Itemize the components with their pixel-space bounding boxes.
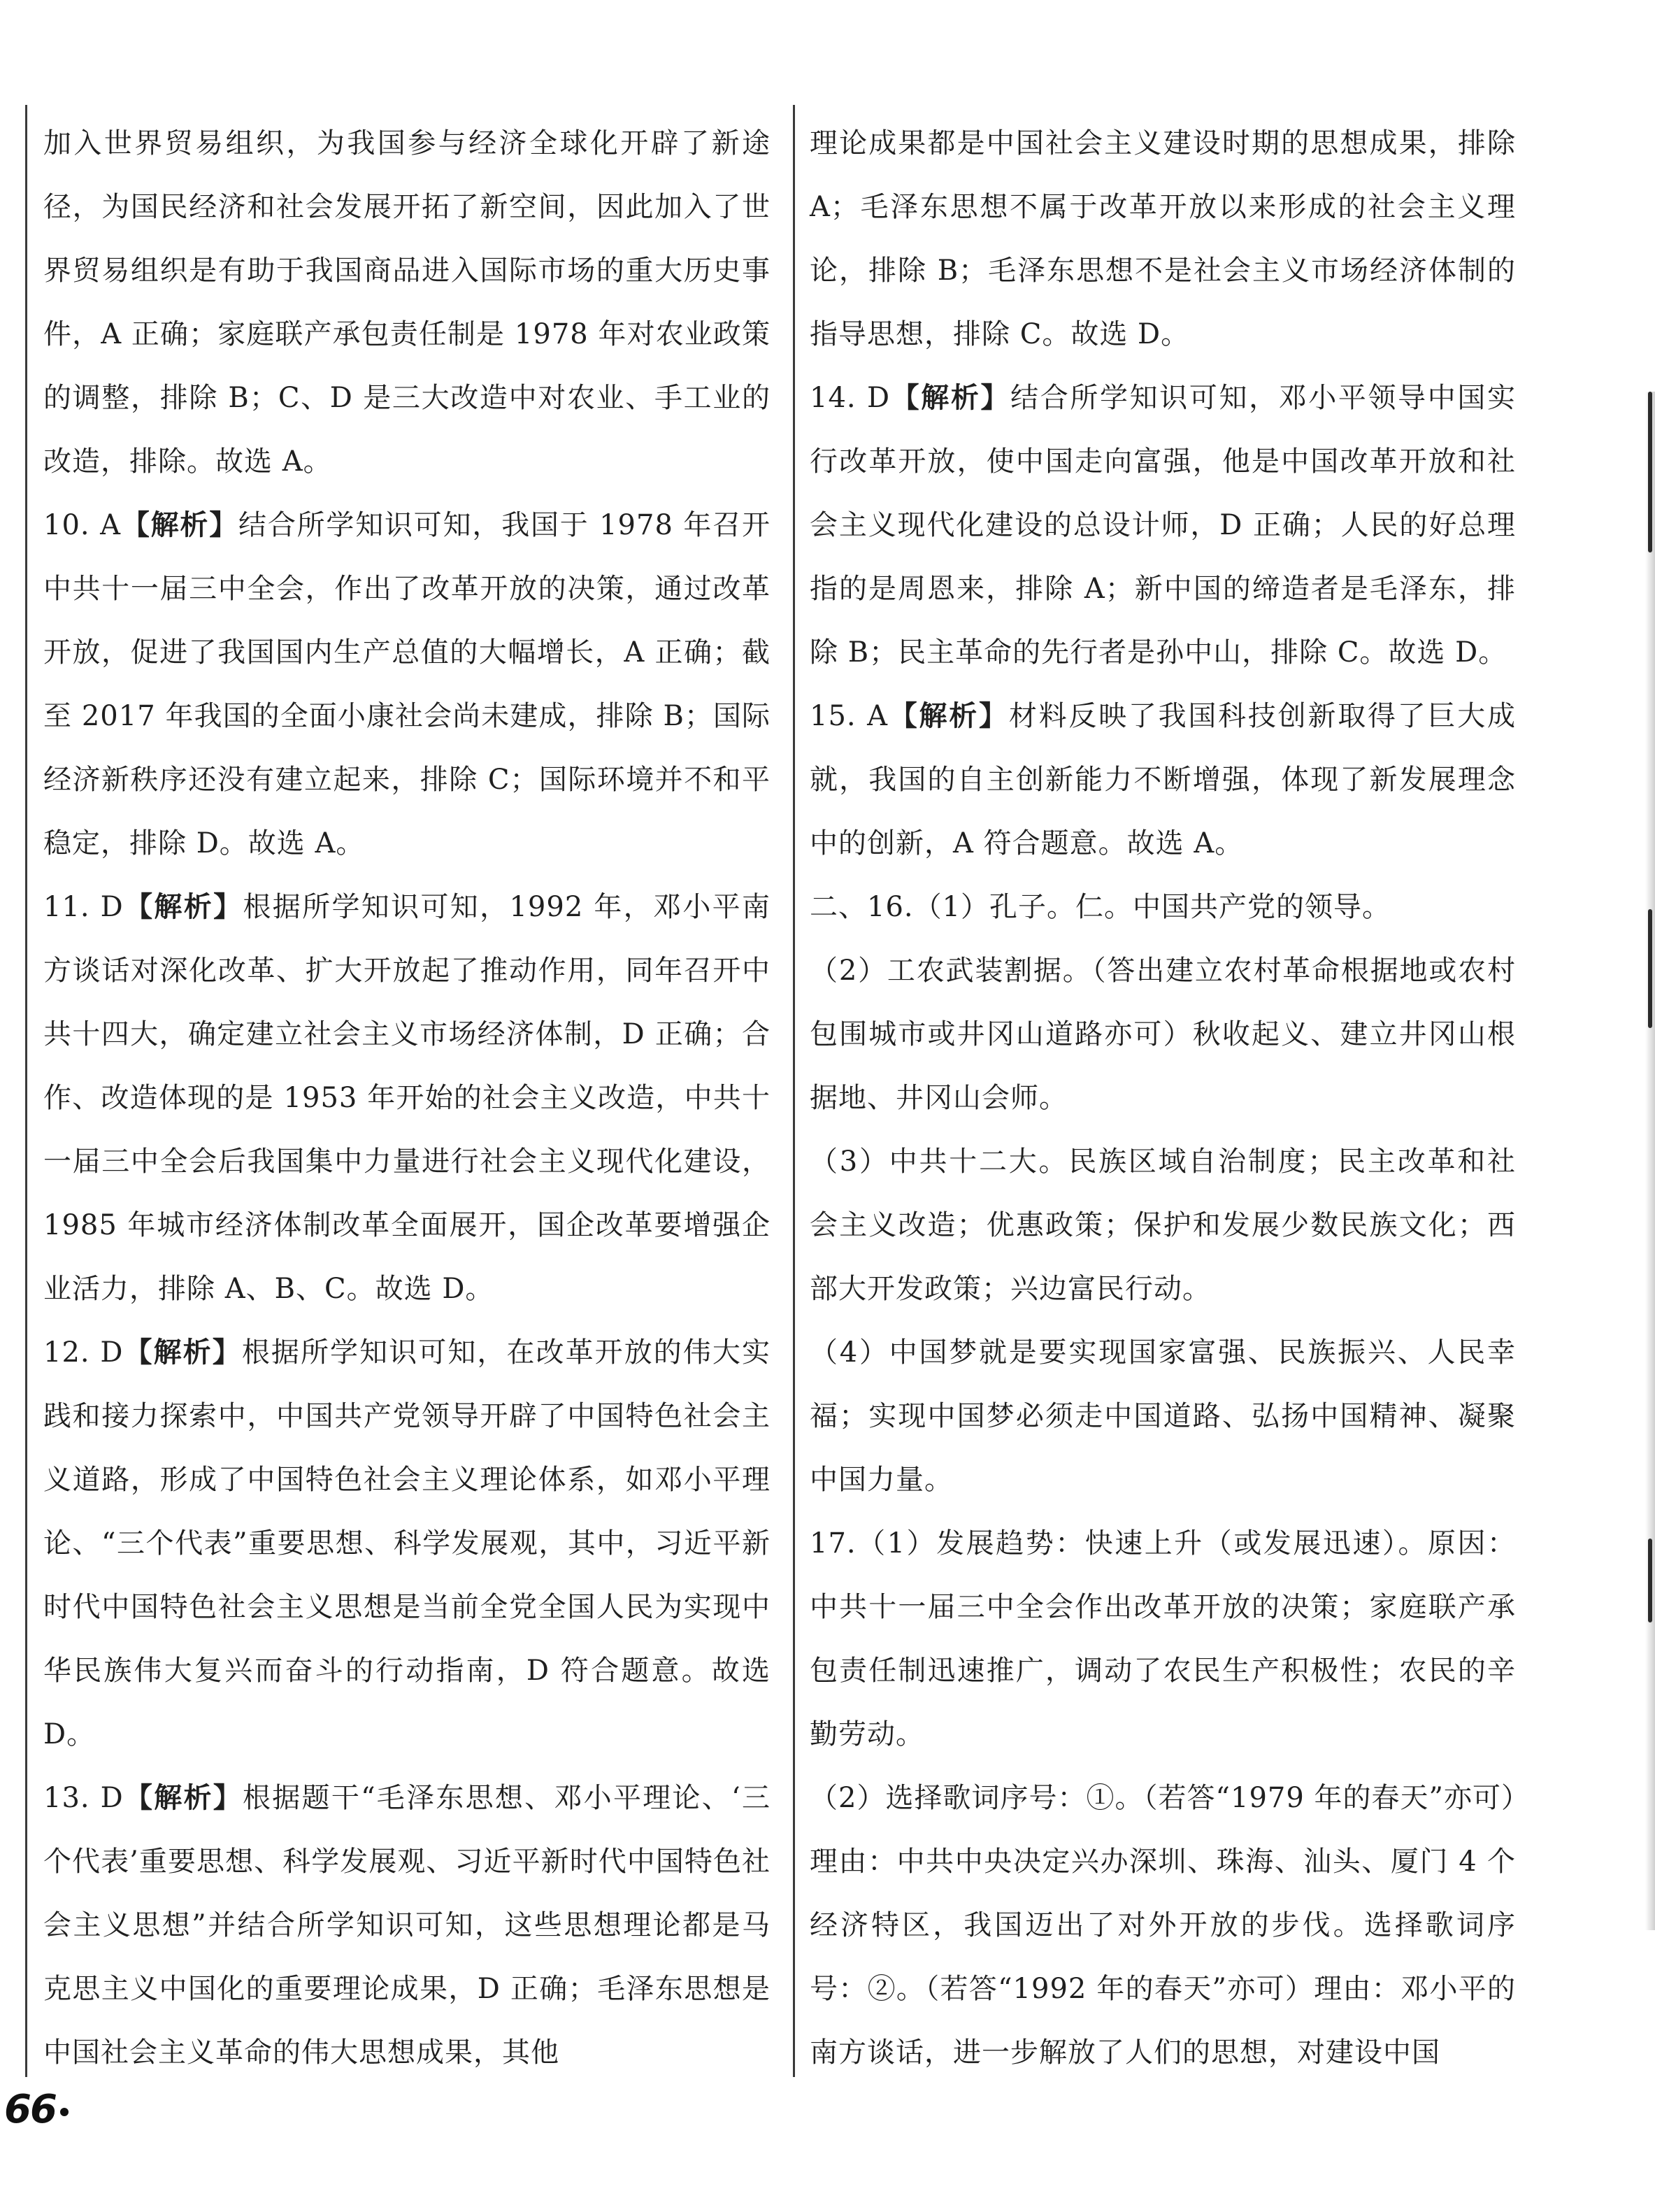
answer-paragraph xyxy=(810,939,1516,1130)
paragraph-text: 材料反映了我国科技创新取得了巨大成就，我国的自主创新能力不断增强，体现了新发展理念中的创新，A 符合题意。故选 A。 xyxy=(810,700,1517,859)
answer-paragraph xyxy=(43,876,771,1321)
analysis-keyword: 【解析】 xyxy=(887,700,1009,732)
paragraph-text: （3）中共十二大。民族区域自治制度；民主改革和社会主义改造；优惠政策；保护和发展少数民族文化；西部大开发政策；兴边富民行动。 xyxy=(810,1146,1516,1305)
answer-paragraph xyxy=(43,112,771,494)
answer-paragraph xyxy=(810,1321,1516,1512)
page-edge-shadow xyxy=(1645,392,1655,1930)
question-number: 13. D xyxy=(43,1782,124,1814)
answer-paragraph xyxy=(810,685,1516,876)
paragraph-text: 加入世界贸易组织，为我国参与经济全球化开辟了新途径，为国民经济和社会发展开拓了新空间，因此加入了世界贸易组织是有助于我国商品进入国际市场的重大历史事件，A 正确；家庭联产承包责任制是 1978 年对农业政策的调整，排除 B；C、D 是三大改造中对农业、手工业的改造，排除。故选 A。 xyxy=(43,127,771,478)
question-number: 10. A xyxy=(43,509,122,541)
right-column xyxy=(810,112,1516,2085)
analysis-keyword: 【解析】 xyxy=(123,891,243,923)
question-number: 15. A xyxy=(810,700,888,732)
analysis-keyword: 【解析】 xyxy=(121,509,239,541)
answer-paragraph xyxy=(810,366,1516,685)
answer-paragraph xyxy=(43,1767,771,2085)
answer-paragraph xyxy=(43,494,771,876)
page-number xyxy=(4,2085,69,2134)
question-number: 14. D xyxy=(810,382,891,414)
page-number-text: 66 xyxy=(4,2087,56,2132)
paragraph-text: 结合所学知识可知，我国于 1978 年召开中共十一届三中全会，作出了改革开放的决策，通过改革开放，促进了我国国内生产总值的大幅增长，A 正确；截至 2017 年我国的全面小康社会尚未建成，排除 B；国际经济新秩序还没有建立起来，排除 C；国际环境并不和平稳定，排除 D。故选 A。 xyxy=(43,509,771,859)
answer-paragraph xyxy=(43,1321,771,1767)
binding-mark xyxy=(1648,392,1652,552)
analysis-keyword: 【解析】 xyxy=(123,1336,242,1369)
paragraph-text: 二、16.（1）孔子。仁。中国共产党的领导。 xyxy=(810,891,1391,923)
paragraph-text: 理论成果都是中国社会主义建设时期的思想成果，排除 A；毛泽东思想不属于改革开放以来形成的社会主义理论，排除 B；毛泽东思想不是社会主义市场经济体制的指导思想，排除 C。故选 D。 xyxy=(810,127,1516,350)
answer-paragraph xyxy=(810,1130,1516,1321)
analysis-keyword: 【解析】 xyxy=(890,382,1011,414)
paragraph-text: （2）选择歌词序号：①。（若答“1979 年的春天”亦可）理由：中共中央决定兴办深圳、珠海、汕头、厦门 4 个经济特区，我国迈出了对外开放的步伐。选择歌词序号：②。（若答“1992 年的春天”亦可）理由：邓小平的南方谈话，进一步解放了人们的思想，对建设中国 xyxy=(810,1782,1516,2069)
paragraph-text: 根据题干“毛泽东思想、邓小平理论、‘三个代表’重要思想、科学发展观、习近平新时代中国特色社会主义思想”并结合所学知识可知，这些思想理论都是马克思主义中国化的重要理论成果，D 正确；毛泽东思想是中国社会主义革命的伟大思想成果，其他 xyxy=(43,1782,771,2069)
answer-paragraph xyxy=(810,1767,1516,2085)
paragraph-text: 17.（1）发展趋势：快速上升（或发展迅速）。原因：中共十一届三中全会作出改革开放的决策；家庭联产承包责任制迅速推广，调动了农民生产积极性；农民的辛勤劳动。 xyxy=(810,1527,1516,1750)
answer-paragraph xyxy=(810,112,1516,366)
binding-mark xyxy=(1648,1539,1652,1622)
column-divider xyxy=(793,105,795,2077)
paragraph-text: （2）工农武装割据。（答出建立农村革命根据地或农村包围城市或井冈山道路亦可）秋收起义、建立井冈山根据地、井冈山会师。 xyxy=(810,955,1516,1114)
left-column xyxy=(43,112,771,2085)
question-number: 11. D xyxy=(43,891,124,923)
answer-paragraph xyxy=(810,876,1516,939)
paragraph-text: 根据所学知识可知，在改革开放的伟大实践和接力探索中，中国共产党领导开辟了中国特色社会主义道路，形成了中国特色社会主义理论体系，如邓小平理论、“三个代表”重要思想、科学发展观，其中，习近平新时代中国特色社会主义思想是当前全党全国人民为实现中华民族伟大复兴而奋斗的行动指南，D 符合题意。故选 D。 xyxy=(43,1336,771,1750)
analysis-keyword: 【解析】 xyxy=(123,1782,243,1814)
binding-mark xyxy=(1648,909,1652,1028)
paragraph-text: 根据所学知识可知，1992 年，邓小平南方谈话对深化改革、扩大开放起了推动作用，同年召开中共十四大，确定建立社会主义市场经济体制，D 正确；合作、改造体现的是 1953 年开始的社会主义改造，中共十一届三中全会后我国集中力量进行社会主义现代化建设，1985 年城市经济体制改革全面展开，国企改革要增强企业活力，排除 A、B、C。故选 D。 xyxy=(43,891,771,1305)
answer-paragraph xyxy=(810,1512,1516,1767)
page-number-dot xyxy=(60,2108,69,2116)
question-number: 12. D xyxy=(43,1336,124,1369)
paragraph-text: 结合所学知识可知，邓小平领导中国实行改革开放，使中国走向富强，他是中国改革开放和社会主义现代化建设的总设计师，D 正确；人民的好总理指的是周恩来，排除 A；新中国的缔造者是毛泽东，排除 B；民主革命的先行者是孙中山，排除 C。故选 D。 xyxy=(810,382,1517,669)
paragraph-text: （4）中国梦就是要实现国家富强、民族振兴、人民幸福；实现中国梦必须走中国道路、弘扬中国精神、凝聚中国力量。 xyxy=(810,1336,1516,1496)
left-margin-rule xyxy=(25,105,27,2077)
